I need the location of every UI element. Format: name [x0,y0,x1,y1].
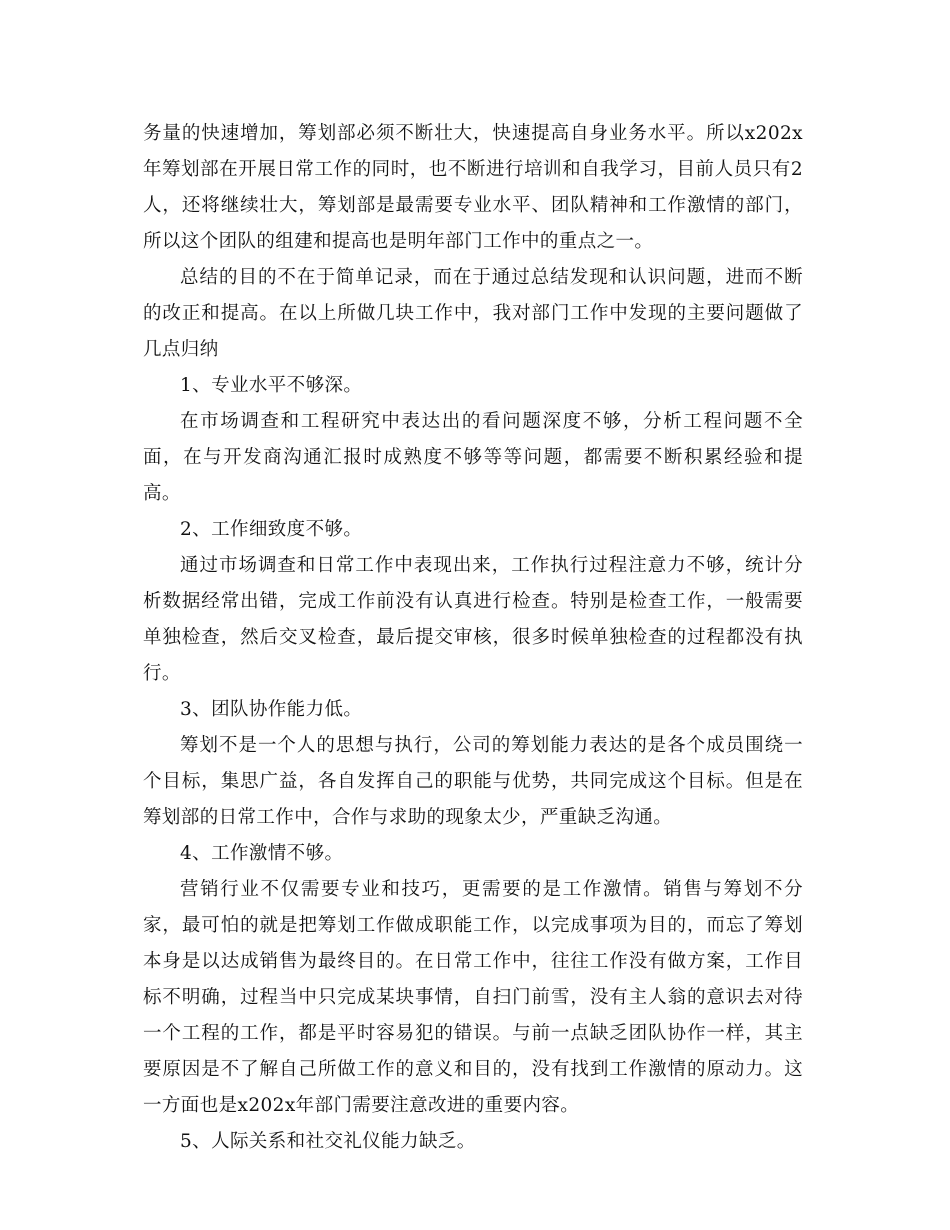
issue-heading-1: 1、专业水平不够深。 [180,375,363,396]
issue-body-4: 营销行业不仅需要专业和技巧，更需要的是工作激情。销售与筹划不分家，最可怕的就是把筹划工作做成职能工作，以完成事项为目的，而忘了筹划本身是以达成销售为最终目的。在日常工作中，往往工作没有做方案，工作目标不明确，过程当中只完成某块事情，自扫门前雪，没有主人翁的意识去对待一个工程的工作，都是平时容易犯的错误。与前一点缺乏团队协作一样，其主要原因是不了解自己所做工作的意义和目的，没有找到工作激情的原动力。这一方面也是x202x年部门需要注意改进的重要内容。 [143,879,803,1116]
paragraph-summary-purpose: 总结的目的不在于简单记录，而在于通过总结发现和认识问题，进而不断的改正和提高。在以上所做几块工作中，我对部门工作中发现的主要问题做了几点归纳 [143,267,803,360]
issue-heading-3: 3、团队协作能力低。 [180,699,363,720]
issue-heading-4: 4、工作激情不够。 [180,843,344,864]
issue-body-3: 筹划不是一个人的思想与执行，公司的筹划能力表达的是各个成员围绕一个目标，集思广益，各自发挥自己的职能与优势，共同完成这个目标。但是在筹划部的日常工作中，合作与求助的现象太少，严重缺乏沟通。 [143,735,803,828]
document-page [143,116,803,1160]
issue-heading-5: 5、人际关系和社交礼仪能力缺乏。 [180,1131,476,1152]
issue-body-2: 通过市场调查和日常工作中表现出来，工作执行过程注意力不够，统计分析数据经常出错，完成工作前没有认真进行检查。特别是检查工作，一般需要单独检查，然后交叉检查，最后提交审核，很多时候单独检查的过程都没有执行。 [143,555,803,684]
paragraph-intro-continued: 务量的快速增加，筹划部必须不断壮大，快速提高自身业务水平。所以x202x年筹划部在开展日常工作的同时，也不断进行培训和自我学习，目前人员只有2人，还将继续壮大，筹划部是最需要专业水平、团队精神和工作激情的部门，所以这个团队的组建和提高也是明年部门工作中的重点之一。 [143,123,803,252]
issue-heading-2: 2、工作细致度不够。 [180,519,363,540]
issue-body-1: 在市场调查和工程研究中表达出的看问题深度不够，分析工程问题不全面，在与开发商沟通汇报时成熟度不够等等问题，都需要不断积累经验和提高。 [143,411,803,504]
